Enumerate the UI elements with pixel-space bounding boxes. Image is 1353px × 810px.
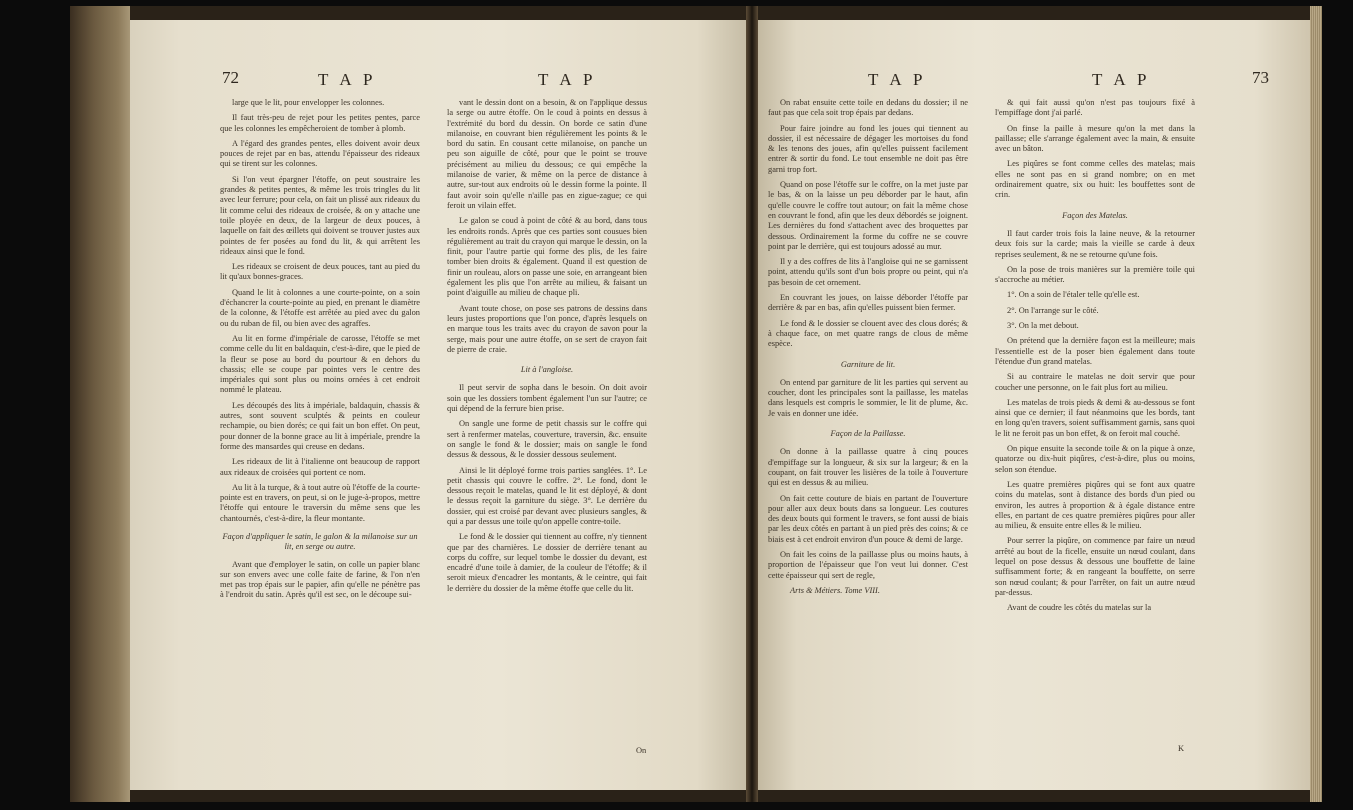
catchword: On xyxy=(636,746,647,755)
paragraph: Il y a des coffres de lits à l'angloise qui ne se garnissent point, attendu qu'ils sont d'un bois propre ou peint, qui n'a pas besoin de cet ornement. xyxy=(768,257,968,287)
page-number: 72 xyxy=(222,68,239,87)
paragraph: 3°. On la met debout. xyxy=(1007,321,1079,331)
paragraph: vant le dessin dont on a besoin, & on l'applique dessus la serge ou autre étoffe. On le coud à points en dessus à l'extrémité du bord du dessin. On borde ce satin d'une milanoise, en couvrant bien régulièrement les points & le bord du satin. En cousant cette milanoise, on panche un peu son aiguille de côté, pour que le point se trouve précisément au milieu du dessous; ce qui empêche la milanoise de varier, & même on la perce de distance à autre, sur-tout aux endroits où le dessin forme la pointe. Il faut avoir soin qu'elle n'aille pas en zigue-zague; ce qui feroit un vilain effet. xyxy=(447,98,647,210)
paragraph: Si l'on veut épargner l'étoffe, on peut soustraire les grandes & petites pentes, & même les trois tringles du lit avec leur ferrure; pour cela, on fait un plissé aux rideaux du lit comme celui des rideaux de croisée, & on y attache une toile ployée en deux, de la largeur de deux pouces, à laquelle on fait des œillets qui doivent se trouver justes aux pointes de fer posées au fond du lit, & qui arrêtent les rideaux ainsi que le fond. xyxy=(220,174,420,256)
paragraph: On pique ensuite la seconde toile & on la pique à onze, quatorze ou dix-huit piqûres, c'est-à-dire, plus ou moins, selon son étendue. xyxy=(995,444,1195,474)
paragraph: On sangle une forme de petit chassis sur le coffre qui sert à renfermer matelas, couverture, traversin, &c. ensuite on sangle le fond & le dossier; mais on sangle le fond dessus & dessous, & le dossier dessous seulement. xyxy=(447,419,647,460)
paragraph: On donne à la paillasse quatre à cinq pouces d'empiffage sur la longueur, & six sur la largeur; & en la coupant, on fait trouver les lisières de la toile à l'ouverture qui est en dessus & au milieu. xyxy=(768,447,968,488)
paragraph: Pour faire joindre au fond les joues qui tiennent au dossier, il est nécessaire de dégager les mortoises du fond & les tenons des joues, afin qu'elles puissent facilement entrer & sortir du fond. Le tout ensemble ne doit pas être garni trop fort. xyxy=(768,123,968,174)
paragraph: 2°. On l'arrange sur le côté. xyxy=(1007,305,1099,315)
paragraph: Les rideaux se croisent de deux pouces, tant au pied du lit qu'aux bonnes-graces. xyxy=(220,262,420,282)
paragraph: Avant que d'employer le satin, on colle un papier blanc sur son envers avec une colle faite de farine, & l'on n'en met pas trop épais sur le papier, afin qu'elle ne pénètre pas à l'endroit du satin. Après qu'il est sec, on le découpe sui- xyxy=(220,559,420,600)
paragraph: On fait cette couture de biais en partant de l'ouverture pour aller aux deux bouts dans sa longueur. Les coutures des deux bouts qui forment le travers, se font aussi de biais par les deux côtés en partant à un pied près des coins; & ce biais est à cet endroit environ d'un pouce & demi de large. xyxy=(768,493,968,544)
paragraph: large que le lit, pour envelopper les colonnes. xyxy=(232,98,385,107)
book-edge-left xyxy=(70,6,130,802)
paragraph: Il peut servir de sopha dans le besoin. On doit avoir soin que les dossiers tombent également l'un sur l'autre; ce qui dépend de la ferrure bien prise. xyxy=(447,383,647,414)
paragraph: En couvrant les joues, on laisse déborder l'étoffe par derrière & par en bas, afin qu'elles puissent bien fermer. xyxy=(768,293,968,313)
paragraph: Pour serrer la piqûre, on commence par faire un nœud arrêté au bout de la ficelle, ensuite un nœud coulant, dans lequel on pose dessus & dessous une bouffette de laine suffisamment forte; & en rangeant la bouffette, on serre son nœud coulant; & pour l'arrêter, on fait un autre nœud par-dessus. xyxy=(995,536,1195,597)
paragraph: Si au contraire le matelas ne doit servir que pour coucher une personne, on le fait plus fort au milieu. xyxy=(995,372,1195,392)
paragraph: Ainsi le lit déployé forme trois parties sanglées. 1°. Le petit chassis qui couvre le coffre. 2°. Le fond, dont le dessous reçoit le matelas, quand le lit est déployé, & dont le dessus reçoit la garniture du siège. 3°. Le derrière du dossier, qui est croisé par devant avec plusieurs sangles, & qui a par dessus une toile qu'on appelle contre-toile. xyxy=(447,465,647,526)
paragraph: On finse la paille à mesure qu'on la met dans la paillasse; elle s'arrange également avec la main, & ensuite avec un bâton. xyxy=(995,123,1195,154)
paragraph: Avant toute chose, on pose ses patrons de dessins dans leurs justes proportions que l'on ponce, d'après lesquels on en marque tous les traits avec du crayon de savon pour la serge, mais pour une autre étoffe, on se sert de crayon fait de pierre de craie. xyxy=(447,303,647,354)
paragraph: Il faut carder trois fois la laine neuve, & la retourner deux fois sur la carde; mais la vieille se carde à deux reprises seulement, & ne se retourne qu'une fois. xyxy=(995,228,1195,259)
running-head: T A P xyxy=(868,70,927,89)
paragraph: Les quatre premières piqûres qui se font aux quatre coins du matelas, sont à distance des bords d'un pied ou environ, les autres à proportion & à égale distance entre elles, en partant de ces quatre premières piqûres pour aller au milieu, & ensuite entre elles & le milieu. xyxy=(995,479,1195,531)
paragraph: Il faut très-peu de rejet pour les petites pentes, parce que les colonnes les empêcheroient de tomber à plomb. xyxy=(220,113,420,133)
paragraph: Au lit en forme d'impériale de carosse, l'étoffe se met comme celle du lit en baldaquin, c'est-à-dire, que le pied de la fleur se pose au bord du pourtour & en dehors du chassis; elle se coupe par pointes vers le centre des impériales qui sont plus ou moins ornées à cet endroit nommé le plateau. xyxy=(220,333,420,395)
right-page xyxy=(758,20,1310,790)
running-head: T A P xyxy=(318,70,377,89)
paragraph: On fait les coins de la paillasse plus ou moins hauts, à proportion de l'épaisseur que l'on veut lui donner. C'est cette épaisseur qui sert de regle, xyxy=(768,549,968,580)
paragraph: Les matelas de trois pieds & demi & au-dessous se font ainsi que ce dernier; il faut néanmoins que les bords, tant en long qu'en travers, soient suffisamment garnis, sans quoi le lit ne feroit pas un bon effet, & on feroit mal couché. xyxy=(995,397,1195,438)
right-column-2 xyxy=(995,98,1195,618)
paragraph: Le fond & le dossier se clouent avec des clous dorés; & à chaque face, on met quatre rangs de clous de même espèce. xyxy=(768,318,968,349)
running-head-right-col: T A P xyxy=(1092,70,1151,89)
section-title-2: Façon de la Paillasse. xyxy=(830,429,906,439)
section-title: Façon des Matelas. xyxy=(1062,210,1128,220)
page-number: 73 xyxy=(1252,68,1269,87)
left-page xyxy=(130,20,746,790)
paragraph: & qui fait aussi qu'on n'est pas toujours fixé à l'empiffage dont j'ai parlé. xyxy=(995,98,1195,118)
paragraph: Les découpés des lits à impériale, baldaquin, chassis & autres, sont souvent sculptés & peints en couleur rechampie, ou bien dorés; ce qui fait un bon effet. On peut, pour donner de la bonne grace au lit à impériale, prendre la forme des mansardes qui creuse en dedans. xyxy=(220,400,420,451)
paragraph: Quand le lit à colonnes a une courte-pointe, on a soin d'échancrer la courte-pointe au pied, en prenant le diamètre de la colonne, & l'étoffe est arrêtée au pied avec du galon ou du ruban de fil, ou bien avec des agraffes. xyxy=(220,287,420,328)
paragraph: 1°. On a soin de l'étaler telle qu'elle est. xyxy=(1007,290,1140,300)
paragraph: On rabat ensuite cette toile en dedans du dossier; il ne faut pas que cela soit trop épais par dedans. xyxy=(768,98,968,118)
book-edge-right xyxy=(1310,6,1322,802)
book-gutter xyxy=(746,6,758,802)
running-head-right-col: T A P xyxy=(538,70,597,89)
paragraph: Les piqûres se font comme celles des matelas; mais elles ne sont pas en si grand nombre; on en met ordinairement quatre, six ou huit: les bouffettes sont de crin. xyxy=(995,159,1195,200)
paragraph: Le galon se coud à point de côté & au bord, dans tous les endroits ronds. Après que ces parties sont cousues bien régulièrement au trait du crayon qui marque le dessin, on la finit, pour l'autre partie qui forme des plis, de les faire tomber bien droits & également. Quand il est question de finir un rouleau, alors on passe une soie, en arrangeant bien également les plis que l'on arrête au milieu, & faisant un point d'aiguille au milieu de chaque pli. xyxy=(447,216,647,298)
paragraph: Quand on pose l'étoffe sur le coffre, on la met juste par le bas, & on la laisse un peu déborder par le haut, afin qu'elle couvre le coffre tout autour; on fait la même chose en couvrant le fond, afin que les deux débordés se joignent. Les dernières du fond s'attachent avec des broquettes par dessous. Ordinairement la forme du coffre ne se couvre point par le derrière, qui est toujours adossé au mur. xyxy=(768,180,968,251)
paragraph: Les rideaux de lit à l'italienne ont beaucoup de rapport aux rideaux de croisées qui portent ce nom. xyxy=(220,457,420,477)
paragraph: On la pose de trois manières sur la première toile qui s'accroche au métier. xyxy=(995,264,1195,285)
paragraph: A l'égard des grandes pentes, elles doivent avoir deux pouces de rejet par en bas, attendu l'épaisseur des rideaux qui se tirent sur les colonnes. xyxy=(220,138,420,169)
paragraph: On prétend que la dernière façon est la meilleure; mais l'essentielle est de la poser bien également dans toute l'étendue d'un grand matelas. xyxy=(995,336,1195,366)
right-column-1 xyxy=(768,98,968,601)
section-title: Garniture de lit. xyxy=(840,359,896,369)
open-book xyxy=(70,6,1322,802)
catchword: K xyxy=(1178,744,1185,753)
left-column-2 xyxy=(447,98,647,599)
left-column-1 xyxy=(220,98,420,606)
footer-signature: Arts & Métiers. Tome VIII. xyxy=(790,585,880,595)
paragraph: On entend par garniture de lit les parties qui servent au coucher, dont les principales sont la paillasse, les matelas dans lesquels est compris le sommier, le lit de plume, &c. Je vais en donner une idée. xyxy=(768,377,968,418)
paragraph: Au lit à la turque, & à tout autre où l'étoffe de la courte-pointe est en travers, on peut, si on le juge-à-propos, mettre l'étoffe qui entoure le traversin du même sens que les chantournés, c'est-à-dire, la fleur montante. xyxy=(220,482,420,523)
section-title: Lit à l'angloise. xyxy=(520,365,574,375)
section-subtitle: Façon d'appliquer le satin, le galon & la milanoise sur un lit, en serge ou autre. xyxy=(222,531,418,552)
paragraph: Avant de coudre les côtés du matelas sur la xyxy=(1007,603,1152,613)
paragraph: Le fond & le dossier qui tiennent au coffre, n'y tiennent que par des charnières. Le dossier de derrière tenant au corps du coffre, sur lequel tombe le dossier du devant, est encadré d'une toile à damier, de la couleur de l'étoffe; & il seroit mieux d'encadrer les montants, & le ceintre, qui fait le derrière du dossier de la même étoffe que celle du lit. xyxy=(447,532,647,593)
